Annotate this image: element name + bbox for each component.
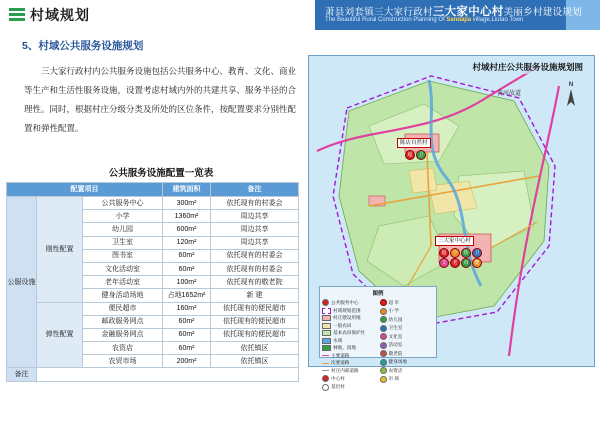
footer-value <box>37 368 299 381</box>
section-paragraph: 三大家行政村内公共服务设施包括公共服务中心、教育、文化、商业等生产和生活性服务设施，设置考虑村域内外的共建共享、服务半径的合理性。同时，根据村庄分级分类及所处的区位条件，按配置要求分别性配置和弹性配置。 <box>24 66 297 133</box>
row-area: 120m² <box>163 236 211 249</box>
banner-en-2: village,Liutao Town <box>471 17 524 23</box>
fitness-area-icon <box>380 359 387 366</box>
row-area: 200m² <box>163 355 211 368</box>
culture-room-icon[interactable]: 文 <box>439 258 449 268</box>
activity-room-icon <box>380 342 387 349</box>
supermarket-icon[interactable]: 超 <box>405 150 415 160</box>
row-area: 60m² <box>163 328 211 341</box>
table-body <box>7 197 299 382</box>
agri-shop-icon <box>380 367 387 374</box>
legend-item: 敬老院 <box>380 350 435 357</box>
secondary-road-icon <box>322 363 329 364</box>
banner-cn-suffix: 美丽乡村建设规划 <box>503 7 583 18</box>
legend-item: 林地、园地 <box>322 345 377 351</box>
basic-farmland-swatch-icon <box>322 330 331 336</box>
legend-item: 次要道路 <box>322 360 377 366</box>
elderly-home-icon[interactable]: 老 <box>450 258 460 268</box>
row-area: 600m² <box>163 223 211 236</box>
village-road-icon <box>322 370 329 371</box>
row-remark: 依托现有的村委会 <box>211 197 299 210</box>
row-area: 60m² <box>163 342 211 355</box>
central-village-icon <box>322 375 329 382</box>
legend-item: 农资店 <box>380 367 435 374</box>
primary-school-icon[interactable]: 小 <box>450 248 460 258</box>
row-item: 公共服务中心 <box>83 197 163 210</box>
page-title: 村域规划 <box>30 7 90 23</box>
market-icon[interactable]: 市 <box>461 258 471 268</box>
legend-column-right <box>380 299 435 392</box>
legend-item: 公共服务中心 <box>322 299 377 306</box>
row-type-rigid: 刚性配置 <box>37 197 83 303</box>
row-area: 占地1652m² <box>163 289 211 302</box>
legend-item: 文化室 <box>380 333 435 340</box>
legend-item: 卫生室 <box>380 325 435 332</box>
row-remark: 新 建 <box>211 289 299 302</box>
market-icon <box>380 376 387 383</box>
legend-item: 活动室 <box>380 342 435 349</box>
boundary-swatch-icon <box>322 308 331 314</box>
row-area: 60m² <box>163 315 211 328</box>
fitness-area-icon[interactable]: 健 <box>472 258 482 268</box>
village-marker-chendian[interactable]: 陈店自然村 <box>397 138 431 148</box>
banner-cn-highlight: 三大家中心村 <box>432 6 504 18</box>
table-header-remark: 备注 <box>211 183 299 197</box>
table-header-item: 配置项目 <box>7 183 163 197</box>
row-remark: 周边共享 <box>211 236 299 249</box>
row-item: 小学 <box>83 210 163 223</box>
header-left <box>0 0 315 30</box>
banner-cn-prefix: 萧县刘套镇三大家行政村 <box>325 7 433 18</box>
row-item: 金融服务网点 <box>83 328 163 341</box>
clinic-icon <box>380 325 387 332</box>
page-header <box>0 0 600 30</box>
table-header-area: 建筑面积 <box>163 183 211 197</box>
table-title: 公共服务设施配置一览表 <box>108 168 214 179</box>
row-remark: 依托现有的村委会 <box>211 262 299 275</box>
table-footer-row <box>7 368 299 381</box>
culture-room-icon <box>380 333 387 340</box>
legend-item: 超 市 <box>380 299 435 306</box>
legend-item: 中心村 <box>322 375 377 382</box>
row-remark: 依托镇区 <box>211 355 299 368</box>
row-item: 便民超市 <box>83 302 163 315</box>
menu-bars-icon <box>9 8 25 23</box>
banner-en-1: The Beautiful Rural Construction Planning Of <box>325 17 447 23</box>
forest-swatch-icon <box>322 345 331 351</box>
village-land-swatch-icon <box>322 315 331 321</box>
row-area: 60m² <box>163 262 211 275</box>
facility-icons-sandajia-row2[interactable] <box>439 258 482 268</box>
table-header-row <box>7 183 299 197</box>
row-remark: 依托现有的敬老院 <box>211 276 299 289</box>
legend-title: 图例 <box>372 291 384 297</box>
kindergarten-icon[interactable]: 幼 <box>461 248 471 258</box>
base-village-icon <box>322 384 329 391</box>
compass-north-label: N <box>568 82 574 88</box>
section-heading <box>22 38 143 53</box>
legend-item: 村域规划范围 <box>322 308 377 314</box>
row-remark: 依托现有的便民超市 <box>211 302 299 315</box>
table-row <box>7 197 299 210</box>
main-road-icon <box>322 355 329 356</box>
banner-title-en <box>325 17 523 23</box>
footer-label: 备注 <box>7 368 37 381</box>
legend-item: 水域 <box>322 338 377 344</box>
row-item: 图书室 <box>83 249 163 262</box>
row-area: 100m² <box>163 276 211 289</box>
supermarket-icon <box>380 299 387 306</box>
clinic-icon[interactable]: 卫 <box>472 248 482 258</box>
header-banner <box>315 0 600 30</box>
row-area: 300m² <box>163 197 211 210</box>
row-item: 健身活动场地 <box>83 289 163 302</box>
legend-item: 幼儿园 <box>380 316 435 323</box>
row-remark: 依托现有的便民超市 <box>211 315 299 328</box>
row-remark: 周边共享 <box>211 223 299 236</box>
legend-column-left <box>322 299 377 392</box>
legend-item: 小 学 <box>380 308 435 315</box>
facility-table <box>6 182 299 382</box>
village-marker-sandajia[interactable]: 三大家中心村 <box>435 236 474 246</box>
legend-item: 基本农田保护区 <box>322 330 377 336</box>
map-legend <box>319 286 437 389</box>
row-item: 卫生室 <box>83 236 163 249</box>
row-item: 文化活动室 <box>83 262 163 275</box>
row-item: 邮政服务网点 <box>83 315 163 328</box>
map-panel[interactable] <box>308 55 595 389</box>
compass-icon <box>558 82 584 116</box>
row-type-elastic: 弹性配置 <box>37 302 83 368</box>
row-item: 老年活动室 <box>83 276 163 289</box>
legend-item: 村庄建设用地 <box>322 315 377 321</box>
facility-icons-sandajia-row1[interactable] <box>439 248 482 258</box>
row-item: 幼儿园 <box>83 223 163 236</box>
elderly-home-icon <box>380 350 387 357</box>
legend-item: 村庄内部道路 <box>322 368 377 374</box>
row-remark: 依托镇区 <box>211 342 299 355</box>
primary-school-icon <box>380 308 387 315</box>
row-group-label: 公服设施 <box>7 197 37 368</box>
legend-item: 市 场 <box>380 376 435 383</box>
row-area: 1360m² <box>163 210 211 223</box>
general-farmland-swatch-icon <box>322 323 331 329</box>
table-row <box>7 302 299 315</box>
clinic-icon[interactable]: 卫 <box>416 150 426 160</box>
section-number: 5、 <box>22 40 39 52</box>
kindergarten-icon <box>380 316 387 323</box>
row-remark: 依托现有的便民超市 <box>211 328 299 341</box>
row-area: 160m² <box>163 302 211 315</box>
row-remark: 周边共享 <box>211 210 299 223</box>
supermarket-icon[interactable]: 超 <box>439 248 449 258</box>
legend-item: 主要道路 <box>322 353 377 359</box>
row-remark: 依托现有的村委会 <box>211 249 299 262</box>
map-caption: 村域村庄公共服务设施规划图 <box>469 60 586 74</box>
legend-item: 一般农田 <box>322 323 377 329</box>
section-title-text: 村域公共服务设施规划 <box>38 40 144 52</box>
banner-en-highlight: Sandajia <box>446 17 472 23</box>
row-item: 农贸市场 <box>83 355 163 368</box>
legend-item: 基层村 <box>322 384 377 391</box>
row-item: 农资店 <box>83 342 163 355</box>
road-label: 黄河故道 <box>497 91 522 97</box>
facility-icons-chendian[interactable] <box>405 150 426 160</box>
service-center-icon <box>322 299 329 306</box>
legend-item: 健身场地 <box>380 359 435 366</box>
water-swatch-icon <box>322 338 331 344</box>
row-area: 60m² <box>163 249 211 262</box>
